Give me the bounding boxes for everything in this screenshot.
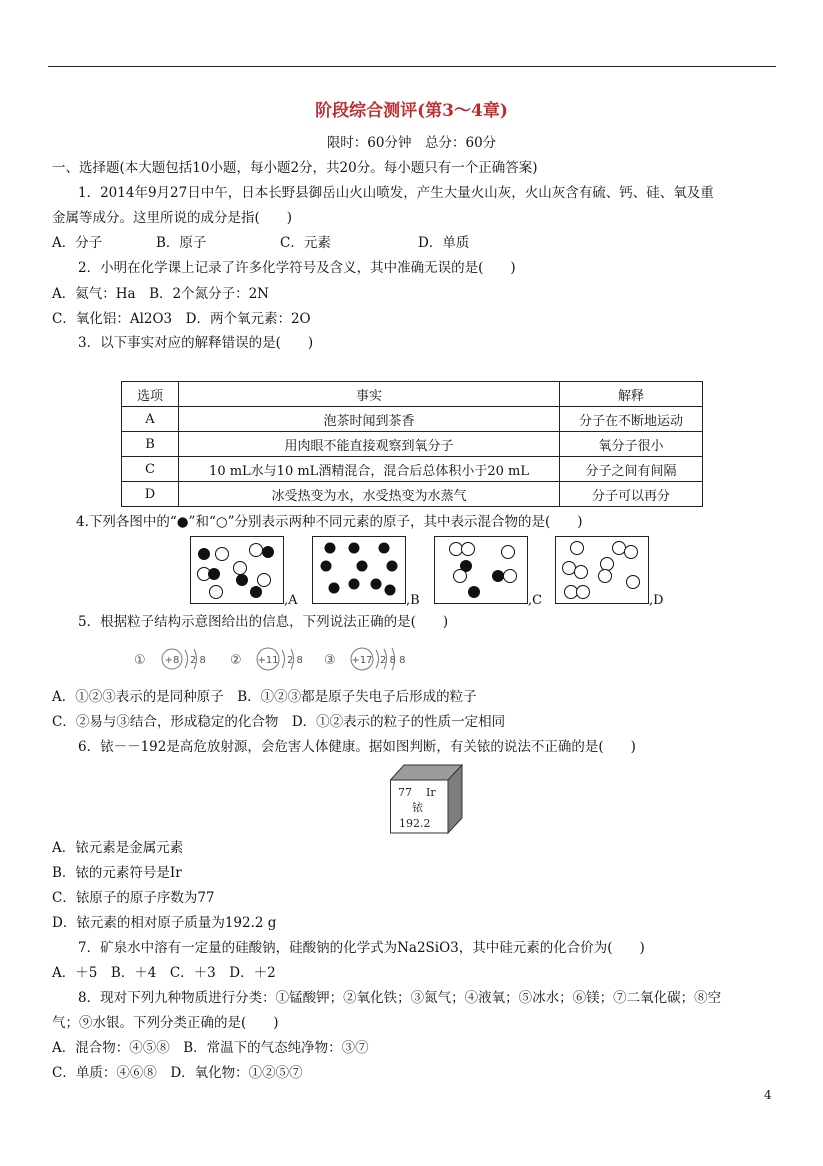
element-symbol: Ir [426,786,436,799]
q2-stem: 2．小明在化学课上记录了许多化学符号及含义，其中准确无误的是( ) [78,260,516,276]
particle-nucleus: +17 [351,655,373,666]
table-row [122,457,703,482]
molecule-diagram-b[interactable] [312,536,406,604]
q7-options[interactable]: A．＋5 B．＋4 C．＋3 D．＋2 [52,965,276,981]
table-header: 选项 [122,382,179,407]
q1-stem-line1: 1．2014年9月27日中午，日本长野县御岳山火山喷发，产生大量火山灰，火山灰含有硫、钙、硅、氧及重 [78,185,714,201]
table-cell: A [122,407,179,432]
table-cell: 分子在不断地运动 [560,407,703,432]
table-cell: C [122,457,179,482]
q1-stem-line2: 金属等成分。这里所说的成分是指( ) [52,210,293,226]
q4-label-a: ,A [284,593,298,608]
particle-diagram-1 [134,649,206,669]
q2-options-ab[interactable]: A．氦气：Ha B．2个氮分子：2N [52,286,269,302]
particle-diagram-2 [230,648,303,670]
q8-options-cd[interactable]: C．单质：④⑥⑧ D．氧化物：①②⑤⑦ [52,1065,303,1081]
particle-mark: ③ [324,653,336,668]
page-number: 4 [764,1088,772,1102]
section-heading: 一、选择题(本大题包括10小题，每小题2分，共20分。每小题只有一个正确答案) [52,160,538,176]
q3-stem: 3．以下事实对应的解释错误的是( ) [78,335,314,351]
table-header: 解释 [560,382,703,407]
particle-nucleus: +8 [164,655,180,666]
q8-stem-line1: 8．现对下列九种物质进行分类：①锰酸钾；②氧化铁；③氮气；④液氧；⑤冰水；⑥镁；⑦二氧化碳；⑧空 [78,990,722,1006]
q8-options-ab[interactable]: A．混合物：④⑤⑧ B．常温下的气态纯净物：③⑦ [52,1040,369,1056]
molecule-diagram-d[interactable] [555,536,649,604]
subtitle: 限时：60分钟 总分：60分 [326,135,497,151]
q3-table [121,381,703,507]
particle-mark: ② [230,653,242,668]
q6-option-c[interactable]: C．铱原子的原子序数为77 [52,890,215,906]
table-cell: 分子可以再分 [560,482,703,507]
q1-option-b[interactable]: B．原子 [156,235,207,251]
particle-mark: ① [134,653,146,668]
table-row [122,432,703,457]
table-cell: 冰受热变为水，水受热变为水蒸气 [179,482,560,507]
table-cell: 用肉眼不能直接观察到氧分子 [179,432,560,457]
particle-shells: 2 8 8 [380,655,406,666]
table-cell: 10 mL水与10 mL酒精混合，混合后总体积小于20 mL [179,457,560,482]
table-header-row [122,382,703,407]
particle-nucleus: +11 [257,655,279,666]
element-name: 铱 [412,801,423,814]
particle-shells: 2 8 [190,655,206,666]
q6-option-d[interactable]: D．铱元素的相对原子质量为192.2 g [52,915,277,931]
molecule-diagram-a[interactable] [190,536,284,604]
particle-structure-diagrams [132,645,412,673]
table-header: 事实 [179,382,560,407]
molecule-diagram-c[interactable] [434,536,528,604]
q5-options-ab[interactable]: A．①②③表示的是同种原子 B．①②③都是原子失电子后形成的粒子 [52,689,477,705]
table-cell: 氧分子很小 [560,432,703,457]
q6-stem: 6．铱－－192是高危放射源，会危害人体健康。据如图判断，有关铱的说法不正确的是( ) [78,739,636,755]
element-mass: 192.2 [399,817,431,830]
top-rule [48,66,776,67]
page-title: 阶段综合测评(第3～4章) [315,101,508,121]
table-cell: B [122,432,179,457]
q1-option-a[interactable]: A．分子 [52,235,103,251]
q4-label-d: ,D [649,593,664,608]
q5-options-cd[interactable]: C．②易与③结合，形成稳定的化合物 D．①②表示的粒子的性质一定相同 [52,714,506,730]
q2-options-cd[interactable]: C．氧化铝：Al2O3 D．两个氧元素：2O [52,311,311,327]
q8-stem-line2: 气；⑨水银。下列分类正确的是( ) [52,1015,279,1031]
particle-diagram-3 [324,648,405,670]
table-cell: 泡茶时闻到茶香 [179,407,560,432]
q5-stem: 5．根据粒子结构示意图给出的信息，下列说法正确的是( ) [78,614,449,630]
q6-option-a[interactable]: A．铱元素是金属元素 [52,840,184,856]
element-atomic-number: 77 [398,786,412,799]
q4-label-c: ,C [528,593,543,608]
q1-options [52,233,469,253]
table-row [122,482,703,507]
q6-option-b[interactable]: B．铱的元素符号是Ir [52,865,182,881]
q1-option-c[interactable]: C．元素 [280,235,331,251]
q7-stem: 7．矿泉水中溶有一定量的硅酸钠，硅酸钠的化学式为Na2SiO3，其中硅元素的化合价为( ) [78,940,645,956]
particle-shells: 2 8 [287,655,303,666]
table-row [122,407,703,432]
table-cell: D [122,482,179,507]
q1-option-d[interactable]: D．单质 [418,235,470,251]
q4-stem: 4.下列各图中的“●”和“○”分别表示两种不同元素的原子，其中表示混合物的是( ) [76,514,583,530]
table-cell: 分子之间有间隔 [560,457,703,482]
q4-label-b: ,B [406,593,420,608]
element-cell-iridium [390,764,466,834]
